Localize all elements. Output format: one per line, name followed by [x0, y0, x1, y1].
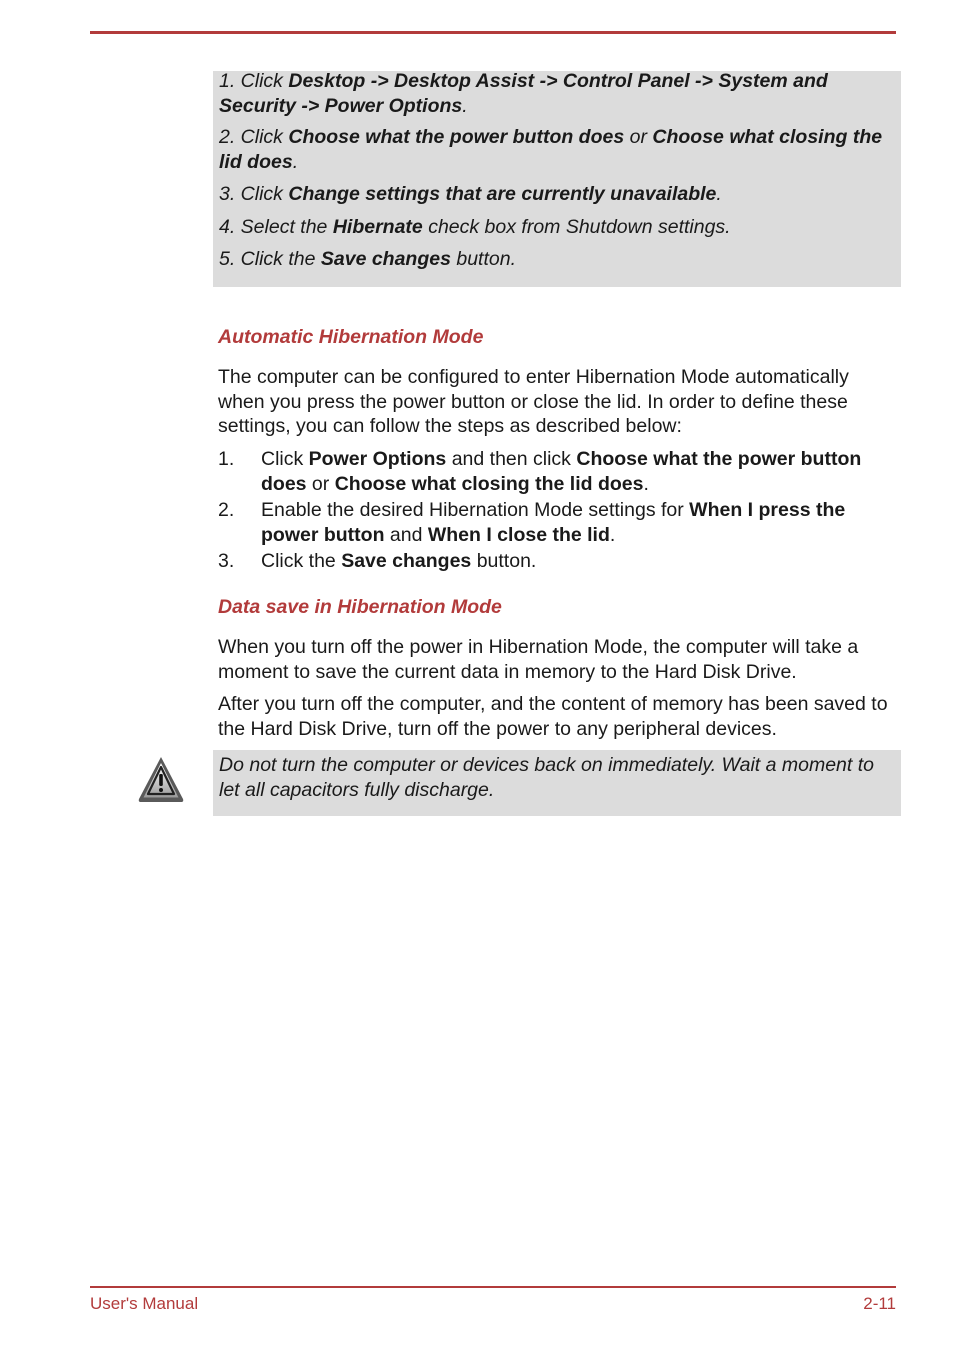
warning-box — [213, 750, 901, 816]
list-item-number: 2. — [218, 499, 235, 521]
data-save-paragraph-1: When you turn off the power in Hibernation Mode, the computer will take a moment to save the current data in memory to the Hard Disk Drive. — [218, 636, 859, 683]
step-4: 4. Select the Hibernate check box from Shutdown settings. — [219, 216, 731, 238]
list-item-text: Click Power Options and then click Choose what the power button does or Choose what closing the lid does. — [261, 448, 862, 495]
footer-page-number: 2-11 — [863, 1294, 896, 1313]
step-3: 3. Click Change settings that are currently unavailable. — [219, 183, 722, 205]
list-item — [218, 447, 900, 496]
header-rule — [90, 31, 896, 34]
list-item-number: 1. — [218, 448, 235, 470]
automatic-intro-paragraph: The computer can be configured to enter Hibernation Mode automatically when you press the power button or close the lid. In order to define these settings, you can follow the steps as described below: — [218, 366, 849, 437]
list-item — [218, 549, 900, 574]
data-save-paragraph-2: After you turn off the computer, and the content of memory has been saved to the Hard Disk Drive, turn off the power to any peripheral devices. — [218, 693, 888, 740]
step-1: 1. Click Desktop -> Desktop Assist -> Control Panel -> System and Security -> Power Options. — [219, 70, 828, 117]
step-5: 5. Click the Save changes button. — [219, 248, 517, 270]
section-heading-data-save: Data save in Hibernation Mode — [218, 596, 502, 618]
list-item — [218, 498, 900, 547]
list-item-text: Enable the desired Hibernation Mode settings for When I press the power button and When I close the lid. — [261, 499, 846, 546]
footer-rule — [90, 1286, 896, 1288]
step-2: 2. Click Choose what the power button does or Choose what closing the lid does. — [219, 126, 883, 173]
section-heading-automatic-hibernation: Automatic Hibernation Mode — [218, 326, 484, 348]
list-item-text: Click the Save changes button. — [261, 550, 537, 572]
steps-box — [213, 71, 901, 287]
warning-triangle-icon — [136, 754, 186, 804]
warning-text: Do not turn the computer or devices back on immediately. Wait a moment to let all capacitors fully discharge. — [219, 754, 874, 801]
footer-manual-title: User's Manual — [90, 1294, 199, 1313]
list-item-number: 3. — [218, 550, 235, 572]
